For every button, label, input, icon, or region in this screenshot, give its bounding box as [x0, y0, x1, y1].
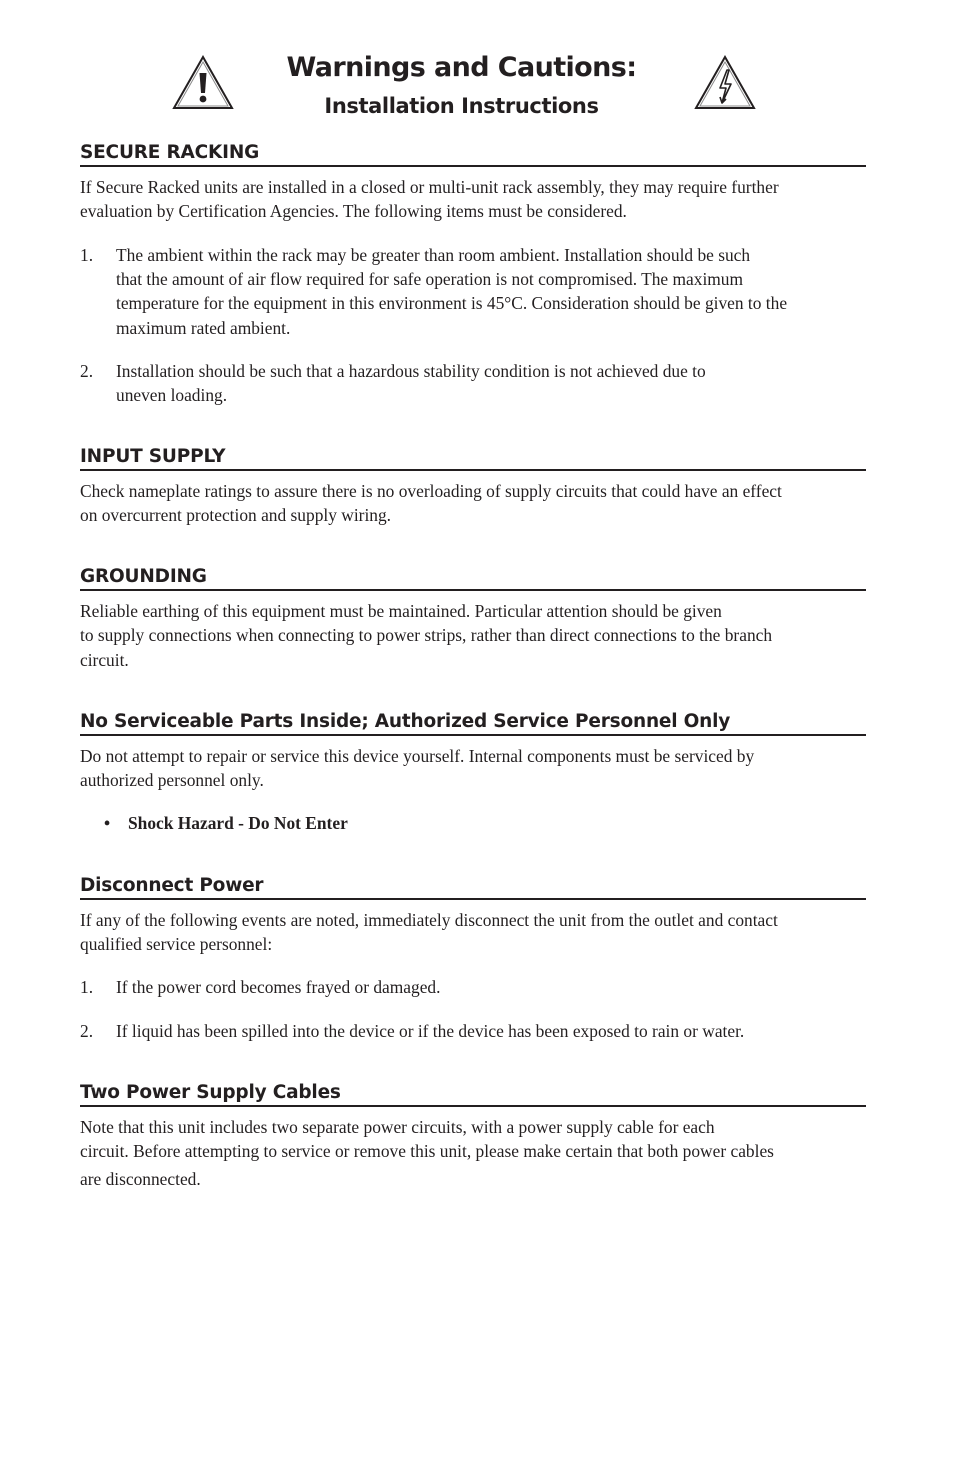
text-line: evaluation by Certification Agencies. The following items must be considered. — [80, 201, 627, 222]
list-text: If liquid has been spilled into the device or if the device has been exposed to rain or water. — [116, 1021, 745, 1041]
grounding-text — [80, 599, 870, 672]
text-line: If Secure Racked units are installed in a closed or multi-unit rack assembly, they may require further — [80, 177, 779, 197]
text-line: qualified service personnel: — [80, 934, 273, 955]
list-number: 1. — [80, 245, 94, 265]
text-line: If any of the following events are noted, immediately disconnect the unit from the outlet and contact — [80, 910, 778, 930]
text-line: circuit. Before attempting to service or remove this unit, please make certain that both power cables — [80, 1141, 774, 1162]
section-heading-no-serviceable-parts: No Serviceable Parts Inside; Authorized Service Personnel Only — [80, 711, 866, 736]
text-line: to supply connections when connecting to power strips, rather than direct connections to the branch — [80, 625, 773, 646]
text-line: Installation should be such that a hazardous stability condition is not achieved due to — [116, 361, 706, 381]
list-number: 1. — [80, 977, 94, 997]
list-item — [80, 359, 870, 409]
list-item — [80, 1019, 870, 1045]
text-line: are disconnected. — [80, 1168, 201, 1189]
bullet-dot: • — [104, 813, 111, 833]
bullet-item — [104, 811, 804, 835]
page-title: Warnings and Cautions: — [286, 52, 637, 83]
two-power-text — [80, 1115, 870, 1191]
list-text — [116, 243, 871, 340]
text-line: authorized personnel only. — [80, 770, 264, 791]
bullet-text: Shock Hazard - Do Not Enter — [128, 813, 348, 833]
text-line: Do not attempt to repair or service this device yourself. Internal components must be serviced by — [80, 746, 755, 766]
text-line: that the amount of air flow required for safe operation is not compromised. The maximum — [116, 269, 744, 290]
text-line: Note that this unit includes two separate power circuits, with a power supply cable for each — [80, 1117, 715, 1137]
disconnect-power-text — [80, 908, 870, 957]
section-heading-two-power-supply-cables: Two Power Supply Cables — [80, 1082, 866, 1107]
section-heading-disconnect-power: Disconnect Power — [80, 875, 866, 900]
list-item — [80, 975, 870, 1001]
list-text — [116, 359, 871, 407]
input-supply-text — [80, 479, 870, 528]
list-number: 2. — [80, 1021, 94, 1041]
list-number: 2. — [80, 361, 94, 381]
text-line: Check nameplate ratings to assure there is no overloading of supply circuits that could have an effect — [80, 481, 782, 501]
section-heading-grounding: GROUNDING — [80, 566, 866, 591]
section-heading-input-supply: INPUT SUPPLY — [80, 446, 866, 471]
secure-racking-intro — [80, 175, 870, 224]
text-line: Reliable earthing of this equipment must be maintained. Particular attention should be given — [80, 601, 722, 621]
text-line: The ambient within the rack may be greater than room ambient. Installation should be such — [116, 245, 751, 265]
text-line: on overcurrent protection and supply wiring. — [80, 505, 392, 526]
page-subtitle: Installation Instructions — [324, 94, 599, 118]
text-line: circuit. — [80, 649, 129, 670]
list-text: If the power cord becomes frayed or damaged. — [116, 977, 441, 997]
text-line: uneven loading. — [116, 385, 228, 406]
text-line: maximum rated ambient. — [116, 317, 291, 338]
list-item — [80, 243, 870, 343]
text-line: temperature for the equipment in this environment is 45°C. Consideration should be given to the — [116, 293, 788, 314]
no-serviceable-text — [80, 744, 870, 793]
section-heading-secure-racking: SECURE RACKING — [80, 142, 866, 167]
